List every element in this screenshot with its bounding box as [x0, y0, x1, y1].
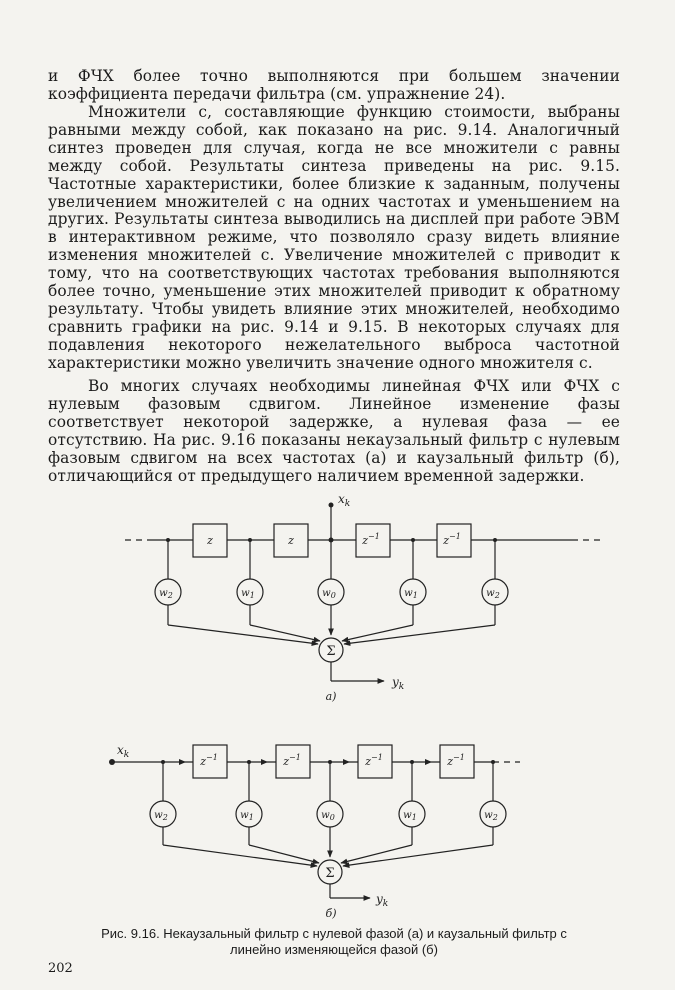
weight-subscript: 0: [330, 591, 336, 600]
caption-line-1: Рис. 9.16. Некаузальный фильтр с нулевой фазой (а) и каузальный фильтр с: [101, 926, 567, 941]
weight-subscript: 2: [494, 591, 500, 600]
input-label: x: [338, 492, 345, 506]
weight-node: [236, 801, 262, 827]
weight-node: [480, 801, 506, 827]
delay-label: z: [283, 755, 289, 768]
weight-subscript: 2: [162, 813, 168, 822]
input-subscript: k: [123, 750, 130, 760]
delay-exponent: −1: [289, 753, 301, 762]
weight-node: [400, 579, 426, 605]
weight-node: [482, 579, 508, 605]
delay-label: z: [443, 534, 449, 547]
weight-label: w: [240, 810, 249, 821]
svg-text:z: [287, 534, 294, 547]
input-subscript: k: [344, 499, 351, 509]
weight-subscript: 0: [329, 813, 335, 822]
delay-block: [193, 524, 227, 557]
delay-block: [276, 745, 310, 778]
delay-exponent: −1: [453, 753, 465, 762]
figure-caption: [48, 926, 620, 958]
delay-exponent: −1: [371, 753, 383, 762]
output-subscript: k: [398, 682, 405, 692]
delay-label: z: [200, 755, 206, 768]
delay-exponent: −1: [449, 532, 461, 541]
page-number: 202: [48, 961, 73, 976]
paragraph-continuation: и ФЧХ более точно выполняются при большем значении коэффициента передачи фильтра (см. упражнение 24).: [48, 67, 620, 103]
weight-node: [399, 801, 425, 827]
summation-node: [318, 860, 342, 884]
delay-label: z: [365, 755, 371, 768]
delay-label: z: [288, 534, 294, 547]
weight-subscript: 1: [249, 591, 255, 600]
delay-block: [193, 745, 227, 778]
delay-exponent: −1: [368, 532, 380, 541]
input-label: x: [117, 743, 124, 757]
weight-label: w: [241, 588, 250, 599]
output-label: y: [392, 675, 399, 689]
weight-node: [237, 579, 263, 605]
weight-label: w: [159, 588, 168, 599]
delay-label: z: [207, 534, 213, 547]
delay-block: [358, 745, 392, 778]
weight-label: w: [484, 810, 493, 821]
delay-label: z: [447, 755, 453, 768]
weight-label: w: [486, 588, 495, 599]
caption-line-2: линейно изменяющейся фазой (б): [230, 942, 438, 957]
weight-subscript: 1: [411, 813, 417, 822]
weight-subscript: 1: [412, 591, 418, 600]
diagram-a-label: а): [325, 690, 337, 703]
weight-subscript: 2: [492, 813, 498, 822]
delay-block: [274, 524, 308, 557]
paragraph-linear-phase: Во многих случаях необходимы линейная ФЧХ или ФЧХ с нулевым фазовым сдвигом. Линейное изменение фазы соответствует некоторой задержке, а нулевая фаза — ее отсутствию. На рис. 9.16 показаны некаузальный фильтр с нулевым фазовым сдвигом на всех частотах (а) и каузальный фильтр (б), отличающийся от предыдущего наличием временной задержки.: [48, 377, 620, 485]
delay-label: z: [362, 534, 368, 547]
weight-subscript: 1: [248, 813, 254, 822]
weight-subscript: 2: [167, 591, 173, 600]
paragraph-multipliers: Множители c, составляющие функцию стоимости, выбраны равными между собой, как показано на рис. 9.14. Аналогичный синтез проведен для случая, когда не все множители c равны между собой. Результаты синтеза приведены на рис. 9.15. Частотные характеристики, более близкие к заданным, получены увеличением множителей c на одних частотах и уменьшением на других. Результаты синтеза выводились на дисплей при работе ЭВМ в интерактивном режиме, что позволяло сразу видеть влияние изменения множителей c. Увеличение множителей c приводит к тому, что на соответствующих частотах требования выполняются более точно, уменьшение этих множителей приводит к обратному результату. Чтобы увидеть влияние этих множителей, необходимо сравнить графики на рис. 9.14 и 9.15. В некоторых случаях для подавления некоторого нежелательного выброса частотной характеристики можно увеличить значение одного множителя c.: [48, 103, 620, 372]
weight-node: [150, 801, 176, 827]
weight-label: w: [403, 810, 412, 821]
weight-label: w: [321, 810, 330, 821]
delay-block: [437, 524, 471, 557]
diagram-noncausal-filter: [0, 488, 675, 710]
diagram-b-label: б): [325, 907, 337, 920]
output-subscript: k: [382, 899, 389, 909]
svg-text:xk: [338, 492, 350, 509]
weight-node: [317, 801, 343, 827]
svg-text:z: [206, 534, 213, 547]
weight-node: [318, 579, 344, 605]
summation-symbol: Σ: [326, 644, 336, 659]
weight-label: w: [322, 588, 331, 599]
output-label: y: [376, 892, 383, 906]
weight-label: w: [404, 588, 413, 599]
summation-symbol: Σ: [325, 866, 335, 881]
delay-block: [356, 524, 390, 557]
summation-node: [319, 638, 343, 662]
svg-text:yk: [375, 892, 388, 909]
svg-text:yk: [391, 675, 404, 692]
weight-node: [155, 579, 181, 605]
svg-text:xk: [117, 743, 129, 760]
diagram-causal-filter: [0, 728, 675, 923]
delay-exponent: −1: [206, 753, 218, 762]
weight-label: w: [154, 810, 163, 821]
delay-block: [440, 745, 474, 778]
